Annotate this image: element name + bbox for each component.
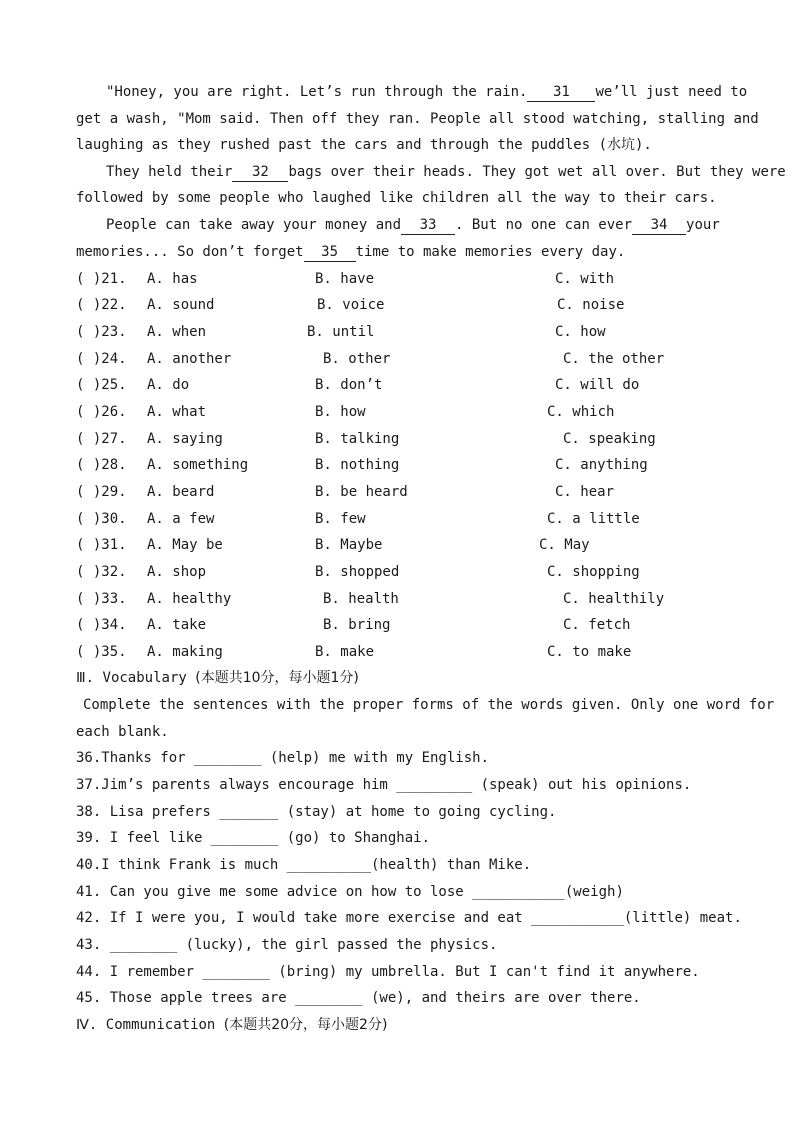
choice-row	[76, 269, 726, 289]
option-a: A. beard	[147, 484, 215, 500]
option-b: B. nothing	[315, 457, 400, 473]
option-b: B. Maybe	[315, 537, 383, 553]
option-c: C. fetch	[563, 617, 631, 633]
passage-line	[76, 212, 718, 239]
option-c: C. May	[539, 537, 590, 553]
section-3-heading	[76, 668, 359, 688]
option-b: B. bring	[323, 617, 391, 633]
option-b: B. voice	[317, 297, 385, 313]
choice-row	[76, 295, 726, 315]
choice-row	[76, 509, 726, 529]
choice-row	[76, 322, 726, 342]
option-b: B. have	[315, 271, 375, 287]
question-number: ( )31.	[76, 537, 127, 553]
vocab-item: 38. Lisa prefers _______ (stay) at home to going cycling.	[76, 804, 557, 820]
choice-row	[76, 402, 726, 422]
option-a: A. something	[147, 457, 249, 473]
section-title: Ⅳ. Communication	[76, 1017, 224, 1033]
option-a: A. shop	[147, 564, 207, 580]
vocab-item: 43. ________ (lucky), the girl passed the physics.	[76, 937, 498, 953]
option-c: C. how	[555, 324, 606, 340]
option-a: A. has	[147, 271, 198, 287]
option-c: C. which	[547, 404, 615, 420]
passage-line	[76, 239, 718, 266]
option-a: A. another	[147, 351, 232, 367]
passage-text: your	[686, 216, 720, 233]
vocab-item: 45. Those apple trees are ________ (we), and theirs are over there.	[76, 990, 641, 1006]
choice-row	[76, 349, 726, 369]
section-4-heading	[76, 1015, 387, 1035]
question-number: ( )24.	[76, 351, 127, 367]
blank-35: 35	[304, 243, 356, 262]
option-c: C. the other	[563, 351, 665, 367]
passage	[76, 79, 786, 265]
choice-row	[76, 535, 726, 555]
instruction-line: each blank.	[76, 723, 169, 740]
option-b: B. shopped	[315, 564, 400, 580]
question-number: ( )22.	[76, 297, 127, 313]
option-a: A. take	[147, 617, 207, 633]
passage-text: "Honey, you are right. Let’s run through the rain.	[106, 84, 528, 100]
choice-row	[76, 642, 726, 662]
option-b: B. talking	[315, 431, 400, 447]
passage-text: They held their	[106, 163, 233, 180]
choice-row	[76, 482, 726, 502]
question-number: ( )33.	[76, 591, 127, 607]
question-number: ( )21.	[76, 271, 127, 287]
instruction-line: Complete the sentences with the proper forms of the words given. Only one word for	[83, 697, 775, 713]
option-c: C. speaking	[563, 431, 656, 447]
passage-text: bags over their heads. They got wet all over. But they were	[288, 163, 786, 180]
vocab-item: 41. Can you give me some advice on how to lose ___________(weigh)	[76, 884, 624, 900]
option-c: C. a little	[547, 511, 640, 527]
option-b: B. until	[307, 324, 375, 340]
question-number: ( )28.	[76, 457, 127, 473]
choice-row	[76, 562, 726, 582]
option-a: A. when	[147, 324, 207, 340]
option-c: C. hear	[555, 484, 615, 500]
question-number: ( )34.	[76, 617, 127, 633]
passage-line: laughing as they rushed past the cars and through the puddles (水坑).	[76, 137, 652, 154]
section-title: Ⅲ. Vocabulary	[76, 670, 196, 686]
vocab-item: 44. I remember ________ (bring) my umbrella. But I can't find it anywhere.	[76, 964, 700, 980]
question-number: ( )29.	[76, 484, 127, 500]
option-c: C. shopping	[547, 564, 640, 580]
option-b: B. few	[315, 511, 366, 527]
option-b: B. make	[315, 644, 375, 660]
question-number: ( )35.	[76, 644, 127, 660]
vocab-item: 37.Jim’s parents always encourage him _________ (speak) out his opinions.	[76, 777, 692, 793]
choice-row	[76, 429, 726, 449]
option-c: C. to make	[547, 644, 632, 660]
passage-line: get a wash, "Mom said. Then off they ran. People all stood watching, stalling and	[76, 110, 759, 127]
passage-line	[76, 159, 786, 186]
choice-row	[76, 589, 726, 609]
option-b: B. be heard	[315, 484, 408, 500]
option-a: A. a few	[147, 511, 215, 527]
choice-row	[76, 455, 726, 475]
option-a: A. healthy	[147, 591, 232, 607]
question-number: ( )25.	[76, 377, 127, 393]
blank-32: 32	[232, 163, 288, 182]
option-c: C. noise	[557, 297, 625, 313]
passage-text: memories... So don’t forget	[76, 243, 304, 260]
option-c: C. will do	[555, 377, 640, 393]
passage-text: time to make memories every day.	[355, 243, 626, 260]
question-number: ( )27.	[76, 431, 127, 447]
vocab-item: 42. If I were you, I would take more exercise and eat ___________(little) meat.	[76, 910, 742, 926]
vocab-item: 39. I feel like ________ (go) to Shanghai.	[76, 830, 431, 846]
option-b: B. don’t	[315, 377, 383, 393]
blank-33: 33	[401, 216, 455, 235]
passage-text: People can take away your money and	[106, 216, 402, 233]
option-c: C. healthily	[563, 591, 665, 607]
passage-text: . But no one can ever	[455, 216, 633, 233]
passage-line: followed by some people who laughed like children all the way to their cars.	[76, 190, 717, 207]
passage-line	[76, 79, 748, 106]
option-a: A. do	[147, 377, 190, 393]
choice-row	[76, 615, 726, 635]
option-a: A. saying	[147, 431, 223, 447]
section-points: (本题共10分，每小题1分)	[195, 670, 359, 686]
option-a: A. sound	[147, 297, 215, 313]
question-number: ( )32.	[76, 564, 127, 580]
vocab-item: 40.I think Frank is much __________(health) than Mike.	[76, 857, 532, 873]
choice-row	[76, 375, 726, 395]
question-number: ( )30.	[76, 511, 127, 527]
question-number: ( )23.	[76, 324, 127, 340]
question-number: ( )26.	[76, 404, 127, 420]
option-c: C. anything	[555, 457, 648, 473]
option-a: A. making	[147, 644, 223, 660]
passage-text: we’ll just need to	[595, 84, 748, 100]
option-a: A. May be	[147, 537, 223, 553]
option-a: A. what	[147, 404, 207, 420]
option-b: B. other	[323, 351, 391, 367]
blank-31: 31	[527, 83, 595, 102]
option-b: B. health	[323, 591, 399, 607]
option-c: C. with	[555, 271, 615, 287]
section-points: (本题共20分，每小题2分)	[223, 1017, 388, 1033]
option-b: B. how	[315, 404, 366, 420]
section-3-instructions	[76, 692, 775, 745]
vocab-item: 36.Thanks for ________ (help) me with my English.	[76, 750, 490, 766]
blank-34: 34	[632, 216, 686, 235]
